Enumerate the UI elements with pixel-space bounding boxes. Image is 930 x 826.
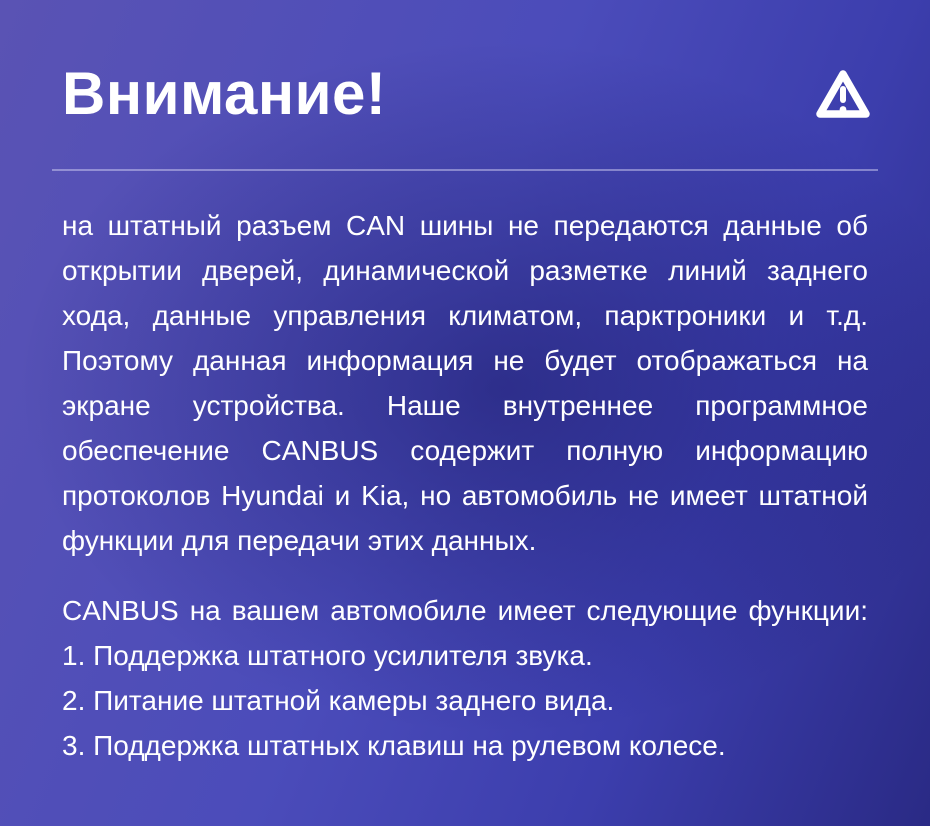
functions-intro: CANBUS на вашем автомобиле имеет следующие функции: — [62, 595, 868, 626]
paragraph-line: обеспечение CANBUS содержит полную информацию — [62, 435, 868, 466]
divider — [52, 169, 878, 171]
page-title: Внимание! — [62, 60, 387, 127]
paragraph-line: Поэтому данная информация не будет отображаться на — [62, 345, 868, 376]
paragraph-line: функции для передачи этих данных. — [62, 525, 537, 556]
paragraph-line: экране устройства. Наше внутреннее программное — [62, 390, 868, 421]
list-item: 2. Питание штатной камеры заднего вида. — [62, 685, 615, 716]
list-item: 3. Поддержка штатных клавиш на рулевом колесе. — [62, 730, 726, 761]
paragraph-line: открытии дверей, динамической разметке линий заднего — [62, 255, 868, 286]
paragraph-line: протоколов Hyundai и Kia, но автомобиль не имеет штатной — [62, 480, 868, 511]
warning-triangle-icon — [812, 66, 874, 123]
canbus-functions-section — [62, 588, 868, 768]
list-item: 1. Поддержка штатного усилителя звука. — [62, 640, 593, 671]
paragraph-line: на штатный разъем CAN шины не передаются данные об — [62, 210, 868, 241]
paragraph-line: хода, данные управления климатом, парктроники и т.д. — [62, 300, 868, 331]
main-paragraph — [62, 203, 868, 563]
